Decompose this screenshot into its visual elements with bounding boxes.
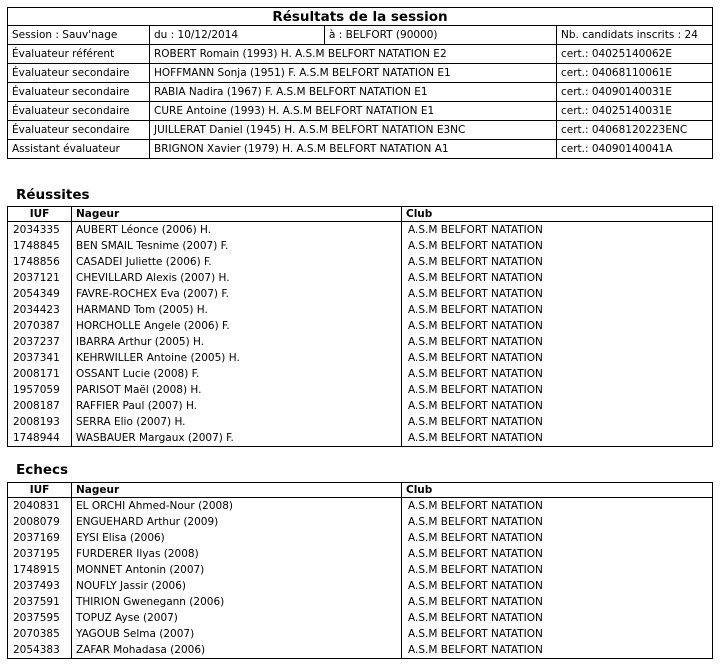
table-row: [8, 562, 713, 578]
club-cell: A.S.M BELFORT NATATION: [402, 594, 713, 610]
club-cell: A.S.M BELFORT NATATION: [402, 498, 713, 515]
table-row: [8, 334, 713, 350]
swimmer-cell: ENGUEHARD Arthur (2009): [72, 514, 402, 530]
club-cell: A.S.M BELFORT NATATION: [402, 334, 713, 350]
evaluator-role: Assistant évaluateur: [8, 140, 150, 159]
swimmer-cell: EL ORCHI Ahmed-Nour (2008): [72, 498, 402, 515]
swimmer-cell: KEHRWILLER Antoine (2005) H.: [72, 350, 402, 366]
swimmer-cell: BEN SMAIL Tesnime (2007) F.: [72, 238, 402, 254]
table-row: [8, 318, 713, 334]
iuf-cell: 1748845: [8, 238, 72, 254]
club-cell: A.S.M BELFORT NATATION: [402, 350, 713, 366]
table-row: [8, 366, 713, 382]
club-cell: A.S.M BELFORT NATATION: [402, 578, 713, 594]
evaluator-cert: cert.: 04090140031E: [557, 83, 713, 102]
evaluator-name: HOFFMANN Sonja (1951) F. A.S.M BELFORT NATATION E1: [150, 64, 557, 83]
session-title: Résultats de la session: [8, 8, 713, 26]
swimmer-cell: TOPUZ Ayse (2007): [72, 610, 402, 626]
club-cell: A.S.M BELFORT NATATION: [402, 382, 713, 398]
evaluator-row: [8, 121, 713, 140]
club-cell: A.S.M BELFORT NATATION: [402, 222, 713, 239]
evaluator-row: [8, 140, 713, 159]
iuf-cell: 2037195: [8, 546, 72, 562]
club-cell: A.S.M BELFORT NATATION: [402, 414, 713, 430]
iuf-cell: 2054383: [8, 642, 72, 659]
iuf-cell: 2037169: [8, 530, 72, 546]
evaluator-name: ROBERT Romain (1993) H. A.S.M BELFORT NATATION E2: [150, 45, 557, 64]
iuf-cell: 2037595: [8, 610, 72, 626]
swimmer-cell: IBARRA Arthur (2005) H.: [72, 334, 402, 350]
evaluator-cert: cert.: 04025140031E: [557, 102, 713, 121]
success-section-title: Réussites: [16, 187, 90, 203]
swimmer-cell: YAGOUB Selma (2007): [72, 626, 402, 642]
swimmer-header: Nageur: [72, 207, 402, 222]
evaluator-role: Évaluateur référent: [8, 45, 150, 64]
iuf-cell: 2037591: [8, 594, 72, 610]
iuf-cell: 2037121: [8, 270, 72, 286]
swimmer-cell: ZAFAR Mohadasa (2006): [72, 642, 402, 659]
club-cell: A.S.M BELFORT NATATION: [402, 318, 713, 334]
evaluator-role: Évaluateur secondaire: [8, 121, 150, 140]
evaluator-row: [8, 102, 713, 121]
iuf-cell: 2054349: [8, 286, 72, 302]
club-cell: A.S.M BELFORT NATATION: [402, 254, 713, 270]
club-cell: A.S.M BELFORT NATATION: [402, 366, 713, 382]
club-cell: A.S.M BELFORT NATATION: [402, 530, 713, 546]
evaluator-name: RABIA Nadira (1967) F. A.S.M BELFORT NATATION E1: [150, 83, 557, 102]
club-cell: A.S.M BELFORT NATATION: [402, 302, 713, 318]
table-row: [8, 350, 713, 366]
failure-section-title: Echecs: [16, 462, 69, 478]
club-cell: A.S.M BELFORT NATATION: [402, 238, 713, 254]
table-row: [8, 546, 713, 562]
swimmer-cell: HARMAND Tom (2005) H.: [72, 302, 402, 318]
table-row: [8, 254, 713, 270]
swimmer-header: Nageur: [72, 483, 402, 498]
iuf-cell: 1748915: [8, 562, 72, 578]
evaluator-name: BRIGNON Xavier (1979) H. A.S.M BELFORT NATATION A1: [150, 140, 557, 159]
club-cell: A.S.M BELFORT NATATION: [402, 398, 713, 414]
evaluator-cert: cert.: 04090140041A: [557, 140, 713, 159]
evaluator-role: Évaluateur secondaire: [8, 102, 150, 121]
evaluator-role: Évaluateur secondaire: [8, 64, 150, 83]
iuf-cell: 2008079: [8, 514, 72, 530]
iuf-cell: 2034335: [8, 222, 72, 239]
iuf-cell: 2034423: [8, 302, 72, 318]
swimmer-cell: FAVRE-ROCHEX Eva (2007) F.: [72, 286, 402, 302]
table-row: [8, 398, 713, 414]
iuf-cell: 2037493: [8, 578, 72, 594]
evaluator-row: [8, 83, 713, 102]
table-row: [8, 626, 713, 642]
iuf-cell: 1748944: [8, 430, 72, 447]
iuf-cell: 1748856: [8, 254, 72, 270]
swimmer-cell: NOUFLY Jassir (2006): [72, 578, 402, 594]
table-row: [8, 382, 713, 398]
table-row: [8, 578, 713, 594]
club-cell: A.S.M BELFORT NATATION: [402, 430, 713, 447]
swimmer-cell: OSSANT Lucie (2008) F.: [72, 366, 402, 382]
evaluator-name: CURE Antoine (1993) H. A.S.M BELFORT NATATION E1: [150, 102, 557, 121]
club-cell: A.S.M BELFORT NATATION: [402, 546, 713, 562]
swimmer-cell: MONNET Antonin (2007): [72, 562, 402, 578]
iuf-cell: 2008171: [8, 366, 72, 382]
club-header: Club: [402, 483, 713, 498]
success-table: [7, 206, 713, 447]
failure-table: [7, 482, 713, 659]
table-row: [8, 414, 713, 430]
swimmer-cell: SERRA Elio (2007) H.: [72, 414, 402, 430]
iuf-cell: 2037341: [8, 350, 72, 366]
session-info-table: [7, 7, 713, 159]
club-cell: A.S.M BELFORT NATATION: [402, 270, 713, 286]
evaluator-row: [8, 45, 713, 64]
iuf-header: IUF: [8, 483, 72, 498]
table-row: [8, 270, 713, 286]
swimmer-cell: AUBERT Léonce (2006) H.: [72, 222, 402, 239]
club-cell: A.S.M BELFORT NATATION: [402, 562, 713, 578]
club-cell: A.S.M BELFORT NATATION: [402, 514, 713, 530]
table-row: [8, 530, 713, 546]
iuf-cell: 2070387: [8, 318, 72, 334]
swimmer-cell: CHEVILLARD Alexis (2007) H.: [72, 270, 402, 286]
evaluator-name: JUILLERAT Daniel (1945) H. A.S.M BELFORT NATATION E3NC: [150, 121, 557, 140]
iuf-header: IUF: [8, 207, 72, 222]
table-row: [8, 302, 713, 318]
evaluator-cert: cert.: 04068120223ENC: [557, 121, 713, 140]
evaluator-cert: cert.: 04025140062E: [557, 45, 713, 64]
swimmer-cell: HORCHOLLE Angele (2006) F.: [72, 318, 402, 334]
table-row: [8, 594, 713, 610]
table-row: [8, 642, 713, 659]
evaluator-cert: cert.: 04068110061E: [557, 64, 713, 83]
table-row: [8, 514, 713, 530]
iuf-cell: 2040831: [8, 498, 72, 515]
iuf-cell: 1957059: [8, 382, 72, 398]
table-row: [8, 430, 713, 447]
candidates-count: Nb. candidats inscrits : 24: [557, 26, 713, 45]
swimmer-cell: WASBAUER Margaux (2007) F.: [72, 430, 402, 447]
session-date: du : 10/12/2014: [150, 26, 325, 45]
iuf-cell: 2008187: [8, 398, 72, 414]
session-name: Session : Sauv'nage: [8, 26, 150, 45]
swimmer-cell: EYSI Elisa (2006): [72, 530, 402, 546]
club-cell: A.S.M BELFORT NATATION: [402, 610, 713, 626]
club-cell: A.S.M BELFORT NATATION: [402, 642, 713, 659]
club-cell: A.S.M BELFORT NATATION: [402, 626, 713, 642]
swimmer-cell: FURDERER Ilyas (2008): [72, 546, 402, 562]
session-place: à : BELFORT (90000): [325, 26, 557, 45]
table-row: [8, 498, 713, 515]
table-row: [8, 238, 713, 254]
iuf-cell: 2037237: [8, 334, 72, 350]
evaluator-role: Évaluateur secondaire: [8, 83, 150, 102]
swimmer-cell: RAFFIER Paul (2007) H.: [72, 398, 402, 414]
evaluator-row: [8, 64, 713, 83]
swimmer-cell: PARISOT Maël (2008) H.: [72, 382, 402, 398]
table-row: [8, 222, 713, 239]
swimmer-cell: THIRION Gwenegann (2006): [72, 594, 402, 610]
swimmer-cell: CASADEI Juliette (2006) F.: [72, 254, 402, 270]
table-row: [8, 610, 713, 626]
iuf-cell: 2008193: [8, 414, 72, 430]
table-row: [8, 286, 713, 302]
club-cell: A.S.M BELFORT NATATION: [402, 286, 713, 302]
club-header: Club: [402, 207, 713, 222]
iuf-cell: 2070385: [8, 626, 72, 642]
